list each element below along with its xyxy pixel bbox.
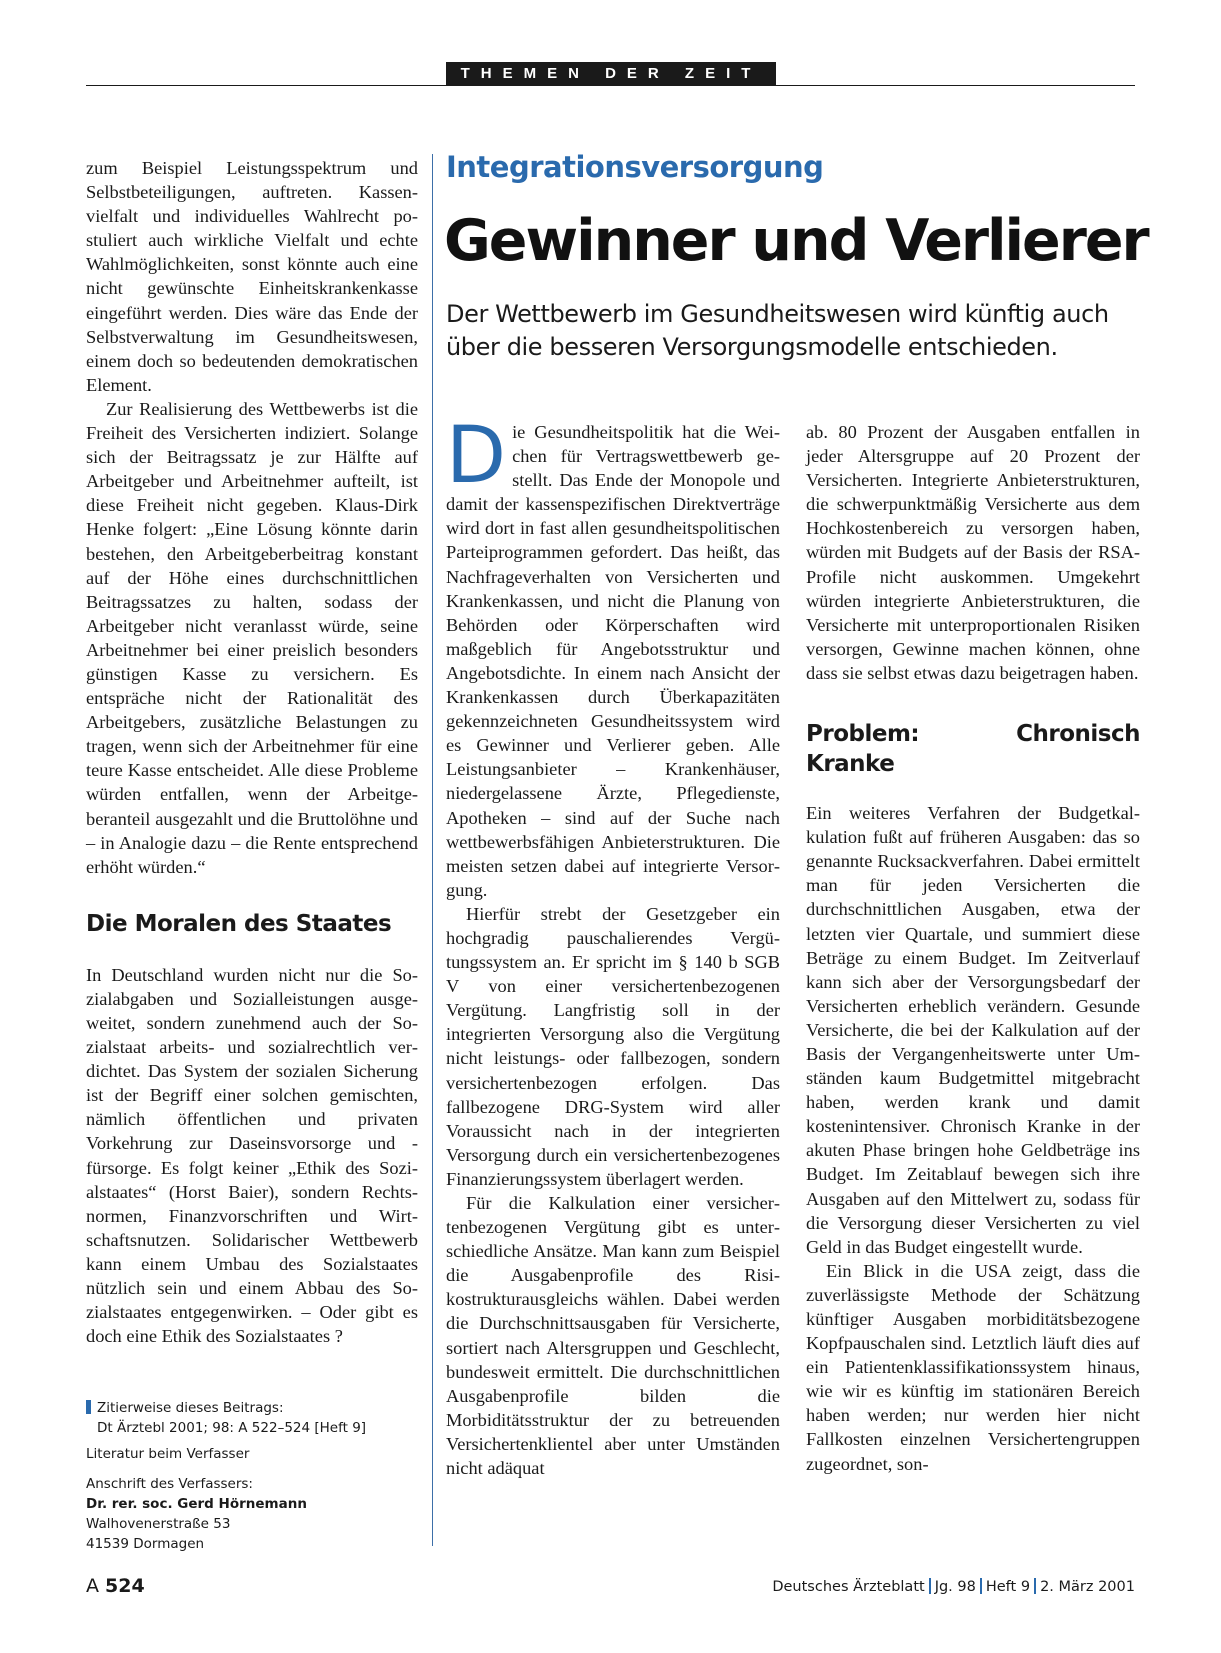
paragraph: zum Beispiel Leistungsspektrum und Selbstbeteiligungen, auftreten. Kassenvielfalt und individuelles Wahlrecht postuliert auch wirkliche Vielfalt und echte Wahlmöglichkeiten, sonst könnte auch eine nicht gewünschte Einheitskrankenkasse eingeführt werden. Dies wäre das Ende der Selbstverwaltung im Gesundheitswesen, einem doch so bedeutenden demokratischen Element. [86, 158, 418, 395]
subheading: Die Moralen des Staates [86, 910, 392, 937]
column-divider [432, 154, 433, 1546]
author-city: 41539 Dormagen [86, 1536, 205, 1552]
paragraph-text: ie Gesundheitspolitik hat die Weichen für Vertragswettbewerb gestellt. Das Ende der Monopole und damit der kassenspezifischen Direktverträge wird dort in fast allen gesundheitspolitischen Parteiprogrammen gefordert. Das heißt, das Nachfrageverhalten von Versicherten und Krankenkassen, und nicht die Planung von Behörden oder Körperschaften wird maßgeblich für Angebotsstruktur und Angebotsdichte. In einem nach Ansicht der Krankenkassen durch Überkapazitäten gekennzeichneten Gesundheitssystem wird es Gewinner und Verlierer geben. Alle Leistungsanbieter – Krankenhäuser, niedergelassene Ärzte, Pflegedienste, Apotheken – sind auf der Suche nach wettbewerbsfähigen Anbieterstrukturen. Die meisten setzen dabei auf integrierte Versorgung. [446, 422, 780, 900]
page-number-value: 524 [105, 1575, 145, 1597]
journal-date: 2. März 2001 [1040, 1579, 1135, 1595]
column-right [806, 420, 1140, 1476]
article-deck: Der Wettbewerb im Gesundheitswesen wird künftig auch über die besseren Versorgungsmodelle entschieden. [446, 300, 1109, 361]
address-label: Anschrift des Verfassers: [86, 1476, 253, 1492]
page-number [86, 1575, 145, 1597]
separator [1034, 1578, 1036, 1594]
subheading: Problem: Chronisch Kranke [806, 721, 1140, 778]
separator [980, 1578, 982, 1594]
column-left [86, 156, 418, 1348]
page-prefix: A [86, 1575, 99, 1597]
paragraph [446, 411, 780, 902]
paragraph: Ein weiteres Verfahren der Budgetkalkulation fußt auf früheren Ausgaben: das so genannte Rucksackverfahren. Dabei ermittelt man für jeden Versicherten die durchschnittlichen Ausgaben, etwa der letzten vier Quartale, und summiert diese Beträge zu einem Budget. Im Zeitverlauf kann sich aber der Versorgungsbedarf der Versicherten erheblich verändern. Gesunde Versicherte, die bei der Kalkulation auf der Basis der Vergangenheitswerte unter Umständen kaum Budgetmittel mitgebracht haben, werden krank und damit kostenintensiver. Chronisch Kranke in der akuten Phase bringen hohe Geldbeträge ins Budget. Im Zeitablauf bewegen sich ihre Ausgaben auf den Mittelwert zu, sodass für die Versorgung dieser Versicherten zu viel Geld in das Budget eingestellt wurde. [806, 803, 1140, 1257]
author-street: Walhovenerstraße 53 [86, 1516, 231, 1532]
article-headline: Gewinner und Verlierer [444, 208, 1148, 274]
paragraph: Ein Blick in die USA zeigt, dass die zuverlässigste Methode der Schätzung künftiger Ausgaben morbiditätsbezogene Kopfpauschalen sind. Letztlich läuft dies auf ein Patientenklassifikationssystem hinaus, wie wir es künftig im stationären Bereich haben werden; nur werden hier nicht Fallkosten einzelnen Versichertengruppen zugeordnet, son- [806, 1260, 1140, 1474]
drop-cap: D [446, 411, 507, 501]
citation-reference: Dt Ärztebl 2001; 98: A 522–524 [Heft 9] [97, 1420, 367, 1436]
column-middle [446, 411, 780, 1480]
journal-footer [772, 1578, 1135, 1595]
section-banner: THEMEN DER ZEIT [446, 62, 776, 86]
journal-volume: Jg. 98 [934, 1579, 976, 1595]
paragraph: In Deutschland wurden nicht nur die Sozialabgaben und Sozialleistungen ausgeweitet, sondern zunehmend auch der Sozialstaat arbeits- und sozialrechtlich verdichtet. Das System der sozialen Sicherung ist der Begriff einer solchen gemischten, nämlich öffentlichen und privaten Vorkehrung zur Daseinsvorsorge und -fürsorge. Es folgt keiner „Ethik des Sozialstaates“ (Horst Baier), sondern Rechtsnormen, Finanzvorschriften und Wirtschaftsnutzen. Solidarischer Wettbewerb kann einem Umbau des Sozialstaates nützlich sein und einem Abbau des Sozialstaates entgegenwirken. – Oder gibt es doch eine Ethik des Sozialstaates ? [86, 964, 418, 1347]
literature-note: Literatur beim Verfasser [86, 1446, 250, 1462]
accent-bar [86, 1400, 91, 1414]
citation-label: Zitierweise dieses Beitrags: [97, 1400, 284, 1416]
article-meta [86, 1398, 426, 1554]
journal-name: Deutsches Ärzteblatt [772, 1579, 925, 1595]
paragraph: Für die Kalkulation einer versichertenbezogenen Vergütung gibt es unterschiedliche Ansätze. Man kann zum Beispiel die Ausgabenprofile des Risikostrukturausgleichs wählen. Dabei werden die Durchschnittsausgaben für Versicherte, sortiert nach Altersgruppen und Geschlecht, bundesweit ermittelt. Die durchschnittlichen Ausgabenprofile bilden die Morbiditätsstruktur der zu betreuenden Versichertenklientel aber unter Umständen nicht adäquat [446, 1193, 780, 1479]
paragraph: Zur Realisierung des Wettbewerbs ist die Freiheit des Versicherten indiziert. Solange sich der Beitragssatz je zur Hälfte auf Arbeitgeber und Arbeitnehmer aufteilt, ist diese Freiheit nicht gegeben. Klaus-Dirk Henke folgert: „Eine Lösung könnte darin bestehen, den Arbeitgeberbeitrag konstant auf der Höhe eines durchschnittlichen Beitragssatzes zu halten, sodass der Arbeitgeber nicht veranlasst würde, seine Arbeitnehmer bei einer preislich besonders günstigen Kasse zu versichern. Es entspräche nicht der Rationalität des Arbeitgebers, zusätzliche Belastungen zu tragen, wenn sich der Arbeitnehmer für eine teure Kasse entscheidet. Alle diese Probleme würden entfallen, wenn der Arbeitgeberanteil ausgezahlt und die Bruttolöhne und – in Analogie dazu – die Rente entsprechend erhöht würden.“ [86, 398, 418, 877]
header-rule [86, 85, 1135, 86]
journal-issue: Heft 9 [985, 1579, 1031, 1595]
article-kicker: Integrationsversorgung [446, 150, 824, 184]
separator [929, 1578, 931, 1594]
paragraph: Hierfür strebt der Gesetzgeber ein hochgradig pauschalierendes Vergütungssystem an. Er spricht im § 140 b SGB V von einer versichertenbezogenen Vergütung. Langfristig soll in der integrierten Versorgung also die Vergütung nicht leistungs- oder fallbezogen, sondern versichertenbezogen erfolgen. Das fallbezogene DRG-System wird aller Voraussicht nach in der integrierten Versorgung durch ein versichertenbezogenes Finanzierungssystem überlagert werden. [446, 903, 780, 1189]
author-name: Dr. rer. soc. Gerd Hörnemann [86, 1496, 307, 1512]
paragraph: ab. 80 Prozent der Ausgaben entfallen in jeder Altersgruppe auf 20 Prozent der Versicherten. Integrierte Anbieterstrukturen, die schwerpunktmäßig Versicherte aus dem Hochkostenbereich zu versorgen haben, würden mit Budgets auf der Basis der RSA-Profile nicht auskommen. Umgekehrt würden integrierte Anbieterstrukturen, die Versicherte mit unterproportionalen Risiken versorgen, Gewinne machen können, ohne dass sie selbst etwas dazu beigetragen haben. [806, 422, 1140, 683]
